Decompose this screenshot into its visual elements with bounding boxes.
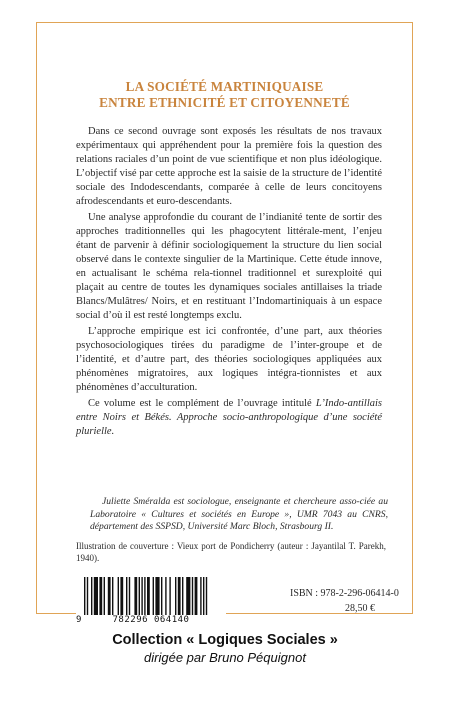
title-line-2: ENTRE ETHNICITÉ ET CITOYENNETÉ [99,95,350,110]
collection-director: dirigée par Bruno Péquignot [144,650,306,665]
author-note [90,496,388,534]
barcode-bars [84,577,218,615]
barcode [76,575,226,627]
paragraph-2: Une analyse approfondie du courant de l’indianité tente de sortir des approches traditionnelles qui les phagocytent littérale-ment, l’enjeu étant de parvenir à définir sociologiquement la structure du lien social observé dans le contexte singulier de la Martinique. Cette étude innove, en actualisant le schéma rela-tionnel traditionnel et surexploité qui plaçait au centre de toutes les dynamiques sociales antillaises la triade Blancs/Mulâtres/ Noirs, et en restituant l’Indomartiniquais à un espace social d’où il est resté longtemps exclu. [76,212,382,321]
companion-book-title: L’Indo-antillais entre Noirs et Békés. Approche socio-anthropologique d’une société plurielle. [76,398,382,437]
author-note-text: Juliette Sméralda est sociologue, enseignante et chercheure asso-ciée au Laboratoire « Cultures et sociétés en Europe », UMR 7043 au CNRS, département des SSPSD, Université Marc Bloch, Strasbourg II. [90,496,388,532]
paragraph-3: L’approche empirique est ici confrontée, d’une part, aux théories psychosociologiques tirées du paradigme de l’inter-groupe et de l’identité, et d’autre part, des théories sociologiques appliquées aux phénomènes migratoires, aux logiques intégra-tionnistes et aux phénomènes d’acculturation. [76,326,382,393]
paragraph-1: Dans ce second ouvrage sont exposés les résultats de nos travaux expérimentaux qui appréhendent pour la première fois la question des relations raciales d’un point de vue scientifique et non plus idéologique. L’objectif visé par cette approche est la saisie de la structure de l’identité sociale des Indodescendants, comparée à celle de leurs concitoyens afrodescendants et euro-descendants. [76,126,382,207]
collection-name: Collection « Logiques Sociales » [112,632,338,648]
price: 28,50 € [345,603,375,614]
book-title [36,79,413,111]
isbn: ISBN : 978-2-296-06414-0 [290,588,399,599]
paragraph-4-text: Ce volume est le complément de l’ouvrage intitulé [88,398,316,409]
blurb [76,125,382,439]
barcode-digits: 782296 064140 [112,615,190,625]
title-line-1: LA SOCIÉTÉ MARTINIQUAISE [125,79,324,94]
paragraph-4 [76,397,382,439]
illustration-credit: Illustration de couverture : Vieux port de Pondicherry (auteur : Jayantilal T. Parekh, 1940). [76,541,386,563]
barcode-first-digit: 9 [76,615,82,625]
